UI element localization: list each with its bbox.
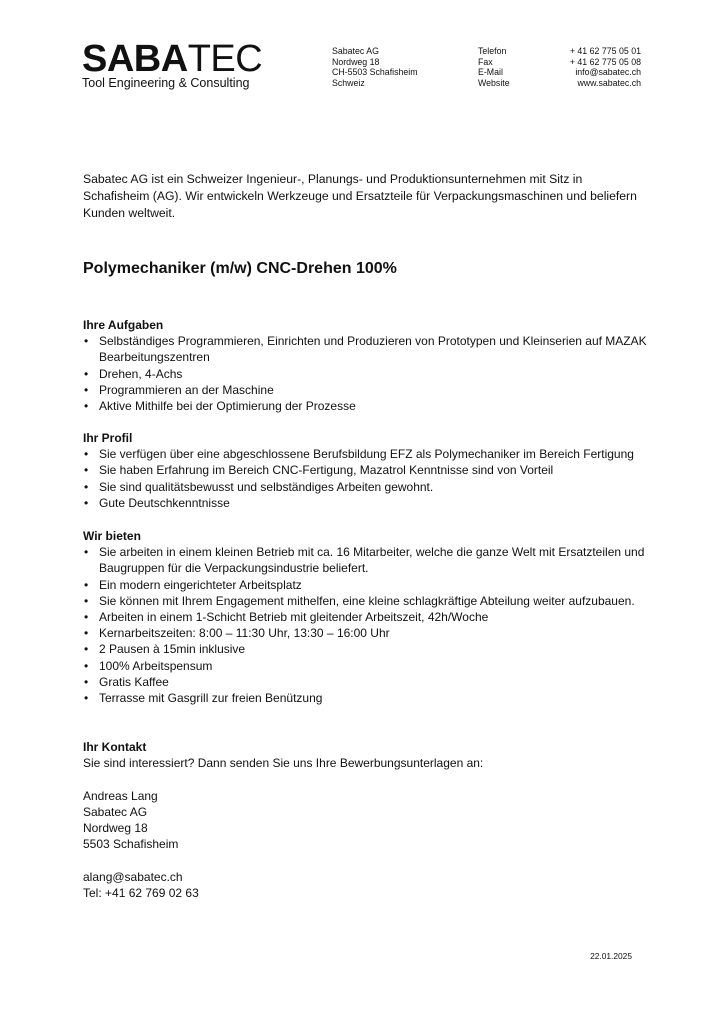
list-item-text: 100% Arbeitspensum (99, 658, 213, 673)
bullet-icon: • (84, 447, 89, 462)
logo-wordmark (82, 40, 262, 78)
bullet-icon: • (84, 366, 89, 381)
header-website[interactable]: www.sabatec.ch (577, 77, 641, 88)
header-address (332, 46, 418, 88)
bullet-icon: • (84, 479, 89, 494)
list-item-text: Sie verfügen über eine abgeschlossene Berufsbildung EFZ als Polymechaniker im Bereich Fertigung (99, 447, 634, 462)
header-phone: + 41 62 775 05 01 (569, 46, 641, 56)
intro-paragraph: Sabatec AG ist ein Schweizer Ingenieur-, Planungs- und Produktionsunternehmen mit Sitz in Schafisheim (AG). Wir entwickeln Werkzeuge und Ersatzteile für Verpackungsmaschinen und beliefern Kunden weltweit. (83, 172, 637, 220)
list-item (83, 333, 653, 365)
header-address-line: Schweiz (332, 77, 365, 88)
header-email[interactable]: info@sabatec.ch (575, 67, 641, 78)
kontakt-text: Sie sind interessiert? Dann senden Sie uns Ihre Bewerbungsunterlagen an: (83, 756, 484, 771)
section-bieten (83, 528, 653, 706)
list-item-text: Ein modern eingerichteter Arbeitsplatz (99, 577, 302, 592)
bullet-icon: • (84, 626, 89, 641)
kontakt-address-line: Nordweg 18 (83, 821, 148, 835)
bullet-icon: • (84, 463, 89, 478)
bullet-icon: • (84, 642, 89, 657)
list-item-text: Gratis Kaffee (99, 674, 169, 689)
header-contact-values (570, 46, 641, 88)
list-item-text: Gute Deutschkenntnisse (99, 495, 230, 510)
header-address-line: Nordweg 18 (332, 56, 380, 67)
list-item (83, 544, 653, 576)
bullet-icon: • (84, 545, 89, 560)
header-contact-label: Fax (478, 56, 493, 67)
bullet-icon: • (84, 577, 89, 592)
list-item-text: Sie arbeiten in einem kleinen Betrieb mit ca. 16 Mitarbeiter, welche die ganze Welt mit Ersatzteilen und Baugruppen für die Verpackungsindustrie beliefert. (99, 545, 645, 576)
job-title: Polymechaniker (m/w) CNC-Drehen 100% (83, 260, 397, 277)
list-item (83, 382, 653, 398)
section-heading: Ihre Aufgaben (83, 318, 164, 332)
list-item (83, 462, 653, 478)
section-heading: Wir bieten (83, 529, 141, 543)
header-contact-label: Website (478, 77, 510, 88)
list-item (83, 625, 653, 641)
bullet-icon: • (84, 610, 89, 625)
list-item (83, 658, 653, 674)
list-item (83, 609, 653, 625)
list-item-text: 2 Pausen à 15min inklusive (99, 642, 246, 657)
kontakt-address-line: Sabatec AG (83, 804, 148, 819)
list-item (83, 593, 653, 609)
list-item (83, 690, 653, 706)
list-item (83, 495, 653, 511)
header-contact-label: Telefon (478, 46, 507, 56)
list-item-text: Selbständiges Programmieren, Einrichten und Produzieren von Prototypen und Kleinserien auf MAZAK Bearbeitungszentren (99, 334, 647, 365)
bullet-icon: • (84, 658, 89, 673)
list-item-text: Sie haben Erfahrung im Bereich CNC-Fertigung, Mazatrol Kenntnisse sind von Vorteil (99, 463, 554, 478)
bullet-list (83, 333, 653, 414)
kontakt-address-line: 5503 Schafisheim (83, 837, 179, 852)
list-item-text: Terrasse mit Gasgrill zur freien Benützung (99, 691, 323, 706)
bullet-icon: • (84, 399, 89, 414)
section-kontakt (83, 739, 483, 901)
bullet-icon: • (84, 495, 89, 510)
list-item-text: Sie sind qualitätsbewusst und selbständiges Arbeiten gewohnt. (99, 479, 434, 494)
list-item-text: Programmieren an der Maschine (99, 382, 274, 397)
header-address-line: CH-5503 Schafisheim (332, 67, 418, 78)
kontakt-phone: Tel: +41 62 769 02 63 (83, 885, 199, 900)
list-item-text: Sie können mit Ihrem Engagement mithelfen, eine kleine schlagkräftige Abteilung weiter aufzubauen. (99, 593, 635, 608)
header-contact-label: E-Mail (478, 67, 503, 78)
bullet-icon: • (84, 334, 89, 349)
bullet-icon: • (84, 593, 89, 608)
list-item (83, 674, 653, 690)
list-item (83, 366, 653, 382)
kontakt-email[interactable]: alang@sabatec.ch (83, 869, 183, 884)
bullet-icon: • (84, 382, 89, 397)
list-item (83, 577, 653, 593)
header-contact-labels (478, 46, 510, 88)
bullet-icon: • (84, 691, 89, 706)
bullet-list (83, 446, 653, 511)
document-date: 22.01.2025 (590, 951, 632, 961)
header-fax: + 41 62 775 05 08 (569, 56, 641, 67)
list-item-text: Arbeiten in einem 1-Schicht Betrieb mit gleitender Arbeitszeit, 42h/Woche (99, 610, 489, 625)
logo-light-part: TEC (187, 38, 263, 80)
list-item-text: Drehen, 4-Achs (99, 366, 183, 381)
section-profil (83, 430, 653, 511)
logo-tagline: Tool Engineering & Consulting (82, 76, 250, 90)
list-item (83, 641, 653, 657)
list-item-text: Kernarbeitszeiten: 8:00 – 11:30 Uhr, 13:30 – 16:00 Uhr (99, 626, 390, 641)
section-aufgaben (83, 317, 653, 414)
kontakt-address-line: Andreas Lang (83, 788, 158, 803)
list-item-text: Aktive Mithilfe bei der Optimierung der Prozesse (99, 399, 356, 414)
company-logo (82, 40, 262, 90)
section-heading: Ihr Kontakt (83, 740, 147, 754)
list-item (83, 398, 653, 414)
list-item (83, 479, 653, 495)
bullet-list (83, 544, 653, 706)
list-item (83, 446, 653, 462)
header-address-line: Sabatec AG (332, 46, 379, 56)
bullet-icon: • (84, 674, 89, 689)
logo-bold-part: SABA (82, 38, 188, 80)
section-heading: Ihr Profil (83, 431, 133, 445)
